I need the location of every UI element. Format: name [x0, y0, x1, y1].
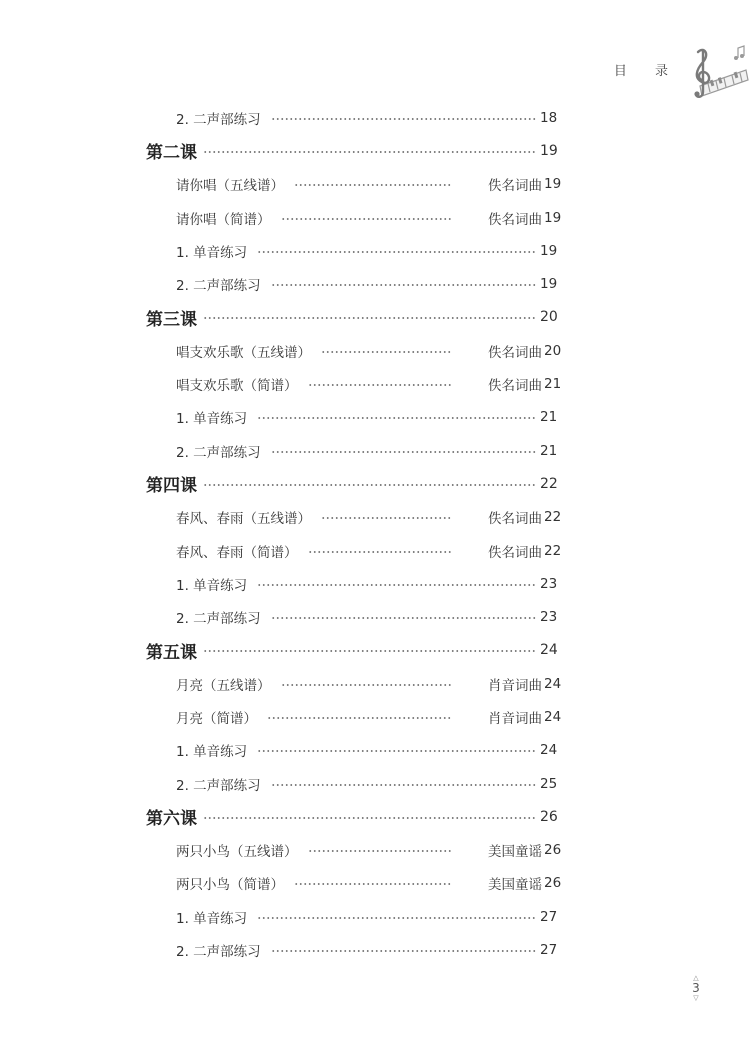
page-title: 目 录 [613, 64, 680, 79]
toc-entry-row[interactable] [0, 900, 750, 933]
toc-entry-credit: 佚名词曲 [488, 511, 542, 528]
toc-section-row[interactable] [0, 634, 750, 667]
dot-leader [271, 617, 536, 619]
toc-entry-title: 春风、春雨（五线谱） [176, 511, 311, 528]
dot-leader [321, 517, 452, 519]
toc-section-row[interactable] [0, 301, 750, 334]
toc-entry-title: 两只小鸟（五线谱） [176, 844, 298, 861]
toc-entry-row[interactable] [0, 767, 750, 800]
toc-page-number: 19 [540, 142, 558, 159]
toc-entry-title: 2. 二声部练习 [176, 111, 261, 128]
toc-entry-row[interactable] [0, 401, 750, 434]
table-of-contents [0, 101, 750, 967]
dot-leader [257, 584, 536, 586]
toc-section-title: 第四课 [146, 476, 197, 497]
toc-entry-title: 1. 单音练习 [176, 910, 248, 927]
toc-page-number: 19 [540, 276, 558, 293]
toc-entry-title: 月亮（五线谱） [176, 677, 271, 694]
toc-entry-title: 两只小鸟（简谱） [176, 877, 284, 894]
toc-entry-credit: 美国童谣 [488, 877, 542, 894]
toc-entry-title: 春风、春雨（简谱） [176, 544, 298, 561]
toc-entry-row[interactable] [0, 933, 750, 966]
dot-leader [271, 118, 536, 120]
toc-page-number: 24 [540, 742, 558, 759]
toc-page-number: 23 [540, 575, 558, 592]
toc-page-number: 21 [540, 409, 558, 426]
toc-entry-credit: 佚名词曲 [488, 178, 542, 195]
toc-page-number: 19 [544, 209, 562, 226]
dot-leader [257, 917, 536, 919]
dot-leader [308, 384, 453, 386]
dot-leader [271, 284, 536, 286]
dot-leader [267, 717, 452, 719]
dot-leader [281, 218, 453, 220]
toc-page-number: 21 [540, 442, 558, 459]
toc-entry-title: 2. 二声部练习 [176, 278, 261, 295]
toc-page-number: 22 [540, 475, 558, 492]
dot-leader [271, 784, 536, 786]
treble-clef-piano-icon [686, 40, 750, 104]
dot-leader [294, 184, 452, 186]
toc-entry-row[interactable] [0, 534, 750, 567]
dot-leader [257, 251, 536, 253]
toc-page-number: 25 [540, 775, 558, 792]
toc-entry-title: 1. 单音练习 [176, 411, 248, 428]
toc-section-row[interactable] [0, 800, 750, 833]
toc-page-number: 24 [540, 642, 558, 659]
toc-entry-credit: 佚名词曲 [488, 211, 542, 228]
toc-section-row[interactable] [0, 134, 750, 167]
dot-leader [203, 484, 536, 486]
dot-leader [203, 317, 536, 319]
toc-page-number: 22 [544, 509, 562, 526]
toc-entry-credit: 肖音词曲 [488, 710, 542, 727]
toc-entry-title: 唱支欢乐歌（简谱） [176, 378, 298, 395]
toc-entry-row[interactable] [0, 667, 750, 700]
dot-leader [281, 684, 453, 686]
toc-entry-row[interactable] [0, 201, 750, 234]
dot-leader [257, 417, 536, 419]
dot-leader [294, 883, 452, 885]
toc-entry-title: 2. 二声部练习 [176, 444, 261, 461]
toc-entry-row[interactable] [0, 700, 750, 733]
toc-page-number: 18 [540, 109, 558, 126]
toc-page-number: 20 [544, 342, 562, 359]
toc-entry-title: 2. 二声部练习 [176, 944, 261, 961]
toc-page-number: 19 [540, 242, 558, 259]
triangle-up-icon: △ [693, 974, 699, 982]
toc-entry-credit: 佚名词曲 [488, 378, 542, 395]
toc-entry-row[interactable] [0, 867, 750, 900]
toc-section-title: 第六课 [146, 809, 197, 830]
toc-section-title: 第五课 [146, 642, 197, 663]
toc-page-number: 22 [544, 542, 562, 559]
toc-entry-credit: 佚名词曲 [488, 544, 542, 561]
dot-leader [308, 850, 453, 852]
toc-entry-row[interactable] [0, 234, 750, 267]
toc-page-number: 26 [544, 842, 562, 859]
toc-page-number: 20 [540, 309, 558, 326]
toc-entry-title: 2. 二声部练习 [176, 611, 261, 628]
dot-leader [321, 351, 452, 353]
dot-leader [203, 151, 536, 153]
toc-page-number: 19 [544, 176, 562, 193]
page-number-area [688, 974, 704, 1002]
toc-page-number: 26 [544, 875, 562, 892]
toc-entry-title: 1. 单音练习 [176, 577, 248, 594]
page-number: 3 [692, 981, 700, 995]
toc-entry-row[interactable] [0, 434, 750, 467]
dot-leader [203, 650, 536, 652]
toc-entry-title: 请你唱（五线谱） [176, 178, 284, 195]
toc-entry-row[interactable] [0, 734, 750, 767]
toc-entry-row[interactable] [0, 600, 750, 633]
toc-section-title: 第三课 [146, 309, 197, 330]
toc-entry-row[interactable] [0, 501, 750, 534]
toc-section-row[interactable] [0, 467, 750, 500]
toc-entry-title: 唱支欢乐歌（五线谱） [176, 344, 311, 361]
dot-leader [271, 950, 536, 952]
toc-page-number: 21 [544, 376, 562, 393]
toc-entry-title: 1. 单音练习 [176, 244, 248, 261]
toc-page-number: 26 [540, 808, 558, 825]
toc-entry-title: 1. 单音练习 [176, 744, 248, 761]
toc-entry-credit: 佚名词曲 [488, 344, 542, 361]
dot-leader [203, 817, 536, 819]
toc-entry-row[interactable] [0, 101, 750, 134]
toc-entry-row[interactable] [0, 267, 750, 300]
toc-entry-row[interactable] [0, 834, 750, 867]
dot-leader [271, 451, 536, 453]
toc-page-number: 27 [540, 908, 558, 925]
triangle-down-icon: ▽ [693, 994, 699, 1002]
toc-entry-row[interactable] [0, 168, 750, 201]
toc-entry-title: 请你唱（简谱） [176, 211, 271, 228]
toc-page-number: 24 [544, 675, 562, 692]
toc-entry-title: 2. 二声部练习 [176, 777, 261, 794]
toc-entry-row[interactable] [0, 567, 750, 600]
toc-entry-row[interactable] [0, 367, 750, 400]
toc-page-number: 27 [540, 942, 558, 959]
toc-entry-row[interactable] [0, 334, 750, 367]
dot-leader [257, 750, 536, 752]
toc-entry-title: 月亮（简谱） [176, 710, 257, 727]
toc-entry-credit: 肖音词曲 [488, 677, 542, 694]
dot-leader [308, 551, 453, 553]
toc-page-number: 23 [540, 609, 558, 626]
toc-page-number: 24 [544, 708, 562, 725]
toc-section-title: 第二课 [146, 143, 197, 164]
toc-entry-credit: 美国童谣 [488, 844, 542, 861]
